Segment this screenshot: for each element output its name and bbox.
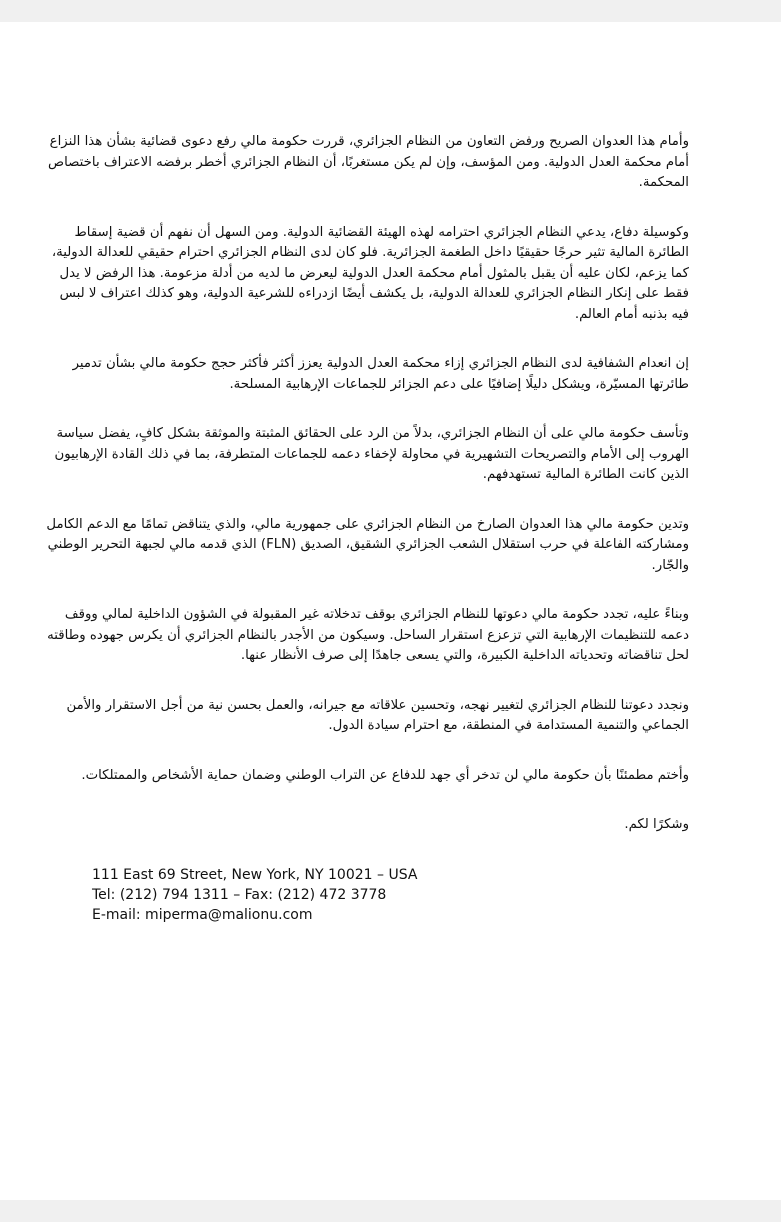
document-page xyxy=(0,22,781,1200)
paragraph-line: لحل تناقضاته وتحدياته الداخلية الكبيرة، والتي يسعى جاهدًا إلى صرف الأنظار عنها. xyxy=(240,648,689,663)
paragraph-line: الذين كانت الطائرة المالية تستهدفهم. xyxy=(482,467,689,482)
paragraph xyxy=(81,766,689,787)
paragraph-line: وتأسف حكومة مالي على أن النظام الجزائري، بدلاً من الرد على الحقائق المثبتة والموثقة بشكل كافٍ، يفضل سياسة xyxy=(56,426,689,441)
address-block xyxy=(92,865,689,925)
address-phone: Tel: (212) 794 1311 – Fax: (212) 472 3778 xyxy=(92,886,387,903)
paragraph-line: المحكمة. xyxy=(638,175,689,190)
paragraph-line: كما يزعم، لكان عليه أن يقبل بالمثول أمام محكمة العدل الدولية ليعرض ما لديه من أدلة مزعومة. هذا الرفض لا يدل xyxy=(59,265,689,281)
paragraph-line: ومشاركته الفاعلة في حرب استقلال الشعب الجزائري الشقيق، الصديق (FLN) الذي قدمه مالي لجبهة التحرير الوطني xyxy=(47,537,689,552)
paragraph-line: الجماعي والتنمية المستدامة في المنطقة، مع احترام سيادة الدول. xyxy=(328,718,689,733)
paragraph-line: وأختم مطمئنًا بأن حكومة مالي لن تدخر أي جهد للدفاع عن التراب الوطني وضمان حماية الأشخاص والممتلكات. xyxy=(81,767,689,783)
paragraph xyxy=(46,515,689,577)
paragraph-line: طائرتها المسيّرة، ويشكل دليلًا إضافيًا على دعم الجزائر للجماعات الإرهابية المسلحة. xyxy=(229,376,689,392)
paragraph-line: الطائرة المالية تثير حرجًا حقيقيًا داخل الطغمة الجزائرية. فلو كان لدى النظام الجزائري احترام حقيقي للعدالة الدولية، xyxy=(51,245,689,260)
paragraph-line: ونجدد دعوتنا للنظام الجزائري لتغيير نهجه، وتحسين علاقاته مع جيرانه، والعمل بحسن نية من أجل الاستقرار والأمن xyxy=(66,697,689,713)
paragraph-line: وأمام هذا العدوان الصريح ورفض التعاون من النظام الجزائري، قررت حكومة مالي رفع دعوى قضائية بشأن هذا النزاع xyxy=(49,134,689,149)
paragraph xyxy=(66,696,689,737)
paragraph-line: إن انعدام الشفافية لدى النظام الجزائري إزاء محكمة العدل الدولية يعزز أكثر فأكثر حجج حكومة مالي بشأن تدمير xyxy=(72,356,689,371)
document-body xyxy=(46,132,689,925)
paragraph-line: فيه بذنبه أمام العالم. xyxy=(574,306,689,322)
paragraph-line: وشكرًا لكم. xyxy=(624,817,689,832)
paragraph-line: أمام محكمة العدل الدولية. ومن المؤسف، وإن لم يكن مستغربًا، أن النظام الجزائري أخطر برفضه الاعتراف باختصاص xyxy=(48,154,689,170)
paragraph-line: والجّار. xyxy=(651,557,689,573)
address-street: 111 East 69 Street, New York, NY 10021 – USA xyxy=(92,866,418,883)
paragraph-line: وبناءً عليه، تجدد حكومة مالي دعوتها للنظام الجزائري بوقف تدخلاته غير المقبولة في الشؤون الداخلية لمالي ووقف xyxy=(64,607,689,622)
paragraph xyxy=(54,424,689,486)
paragraph xyxy=(92,815,689,836)
paragraphs xyxy=(46,132,689,836)
address-email: E-mail: miperma@malionu.com xyxy=(92,906,313,923)
paragraph-line: وتدين حكومة مالي هذا العدوان الصارخ من النظام الجزائري على جمهورية مالي، والذي يتناقض تمامًا مع الدعم الكامل xyxy=(46,516,689,532)
paragraph-line: دعمه للتنظيمات الإرهابية التي تزعزع استقرار الساحل. وسيكون من الأجدر بالنظام الجزائري أن يكرس جهوده وطاقته xyxy=(47,627,689,643)
paragraph-line: وكوسيلة دفاع، يدعي النظام الجزائري احترامه لهذه الهيئة القضائية الدولية. ومن السهل أن نفهم أن قضية إسقاط xyxy=(74,224,689,240)
paragraph xyxy=(51,223,689,326)
top-bar xyxy=(0,0,781,22)
paragraph-line: الهروب إلى الأمام والتصريحات التشهيرية في محاولة لإخفاء دعمه للجماعات المتطرفة، بما في ذلك القادة الإرهابيون xyxy=(54,446,689,462)
paragraph xyxy=(72,354,689,395)
paragraph xyxy=(47,605,689,667)
paragraph xyxy=(48,132,689,194)
paragraph-line: فقط على إنكار النظام الجزائري للعدالة الدولية، بل يكشف أيضًا ازدراءه للشرعية الدولية، وهو كذلك اعتراف لا لبس xyxy=(59,286,689,301)
next-page-fragment xyxy=(195,1180,595,1222)
